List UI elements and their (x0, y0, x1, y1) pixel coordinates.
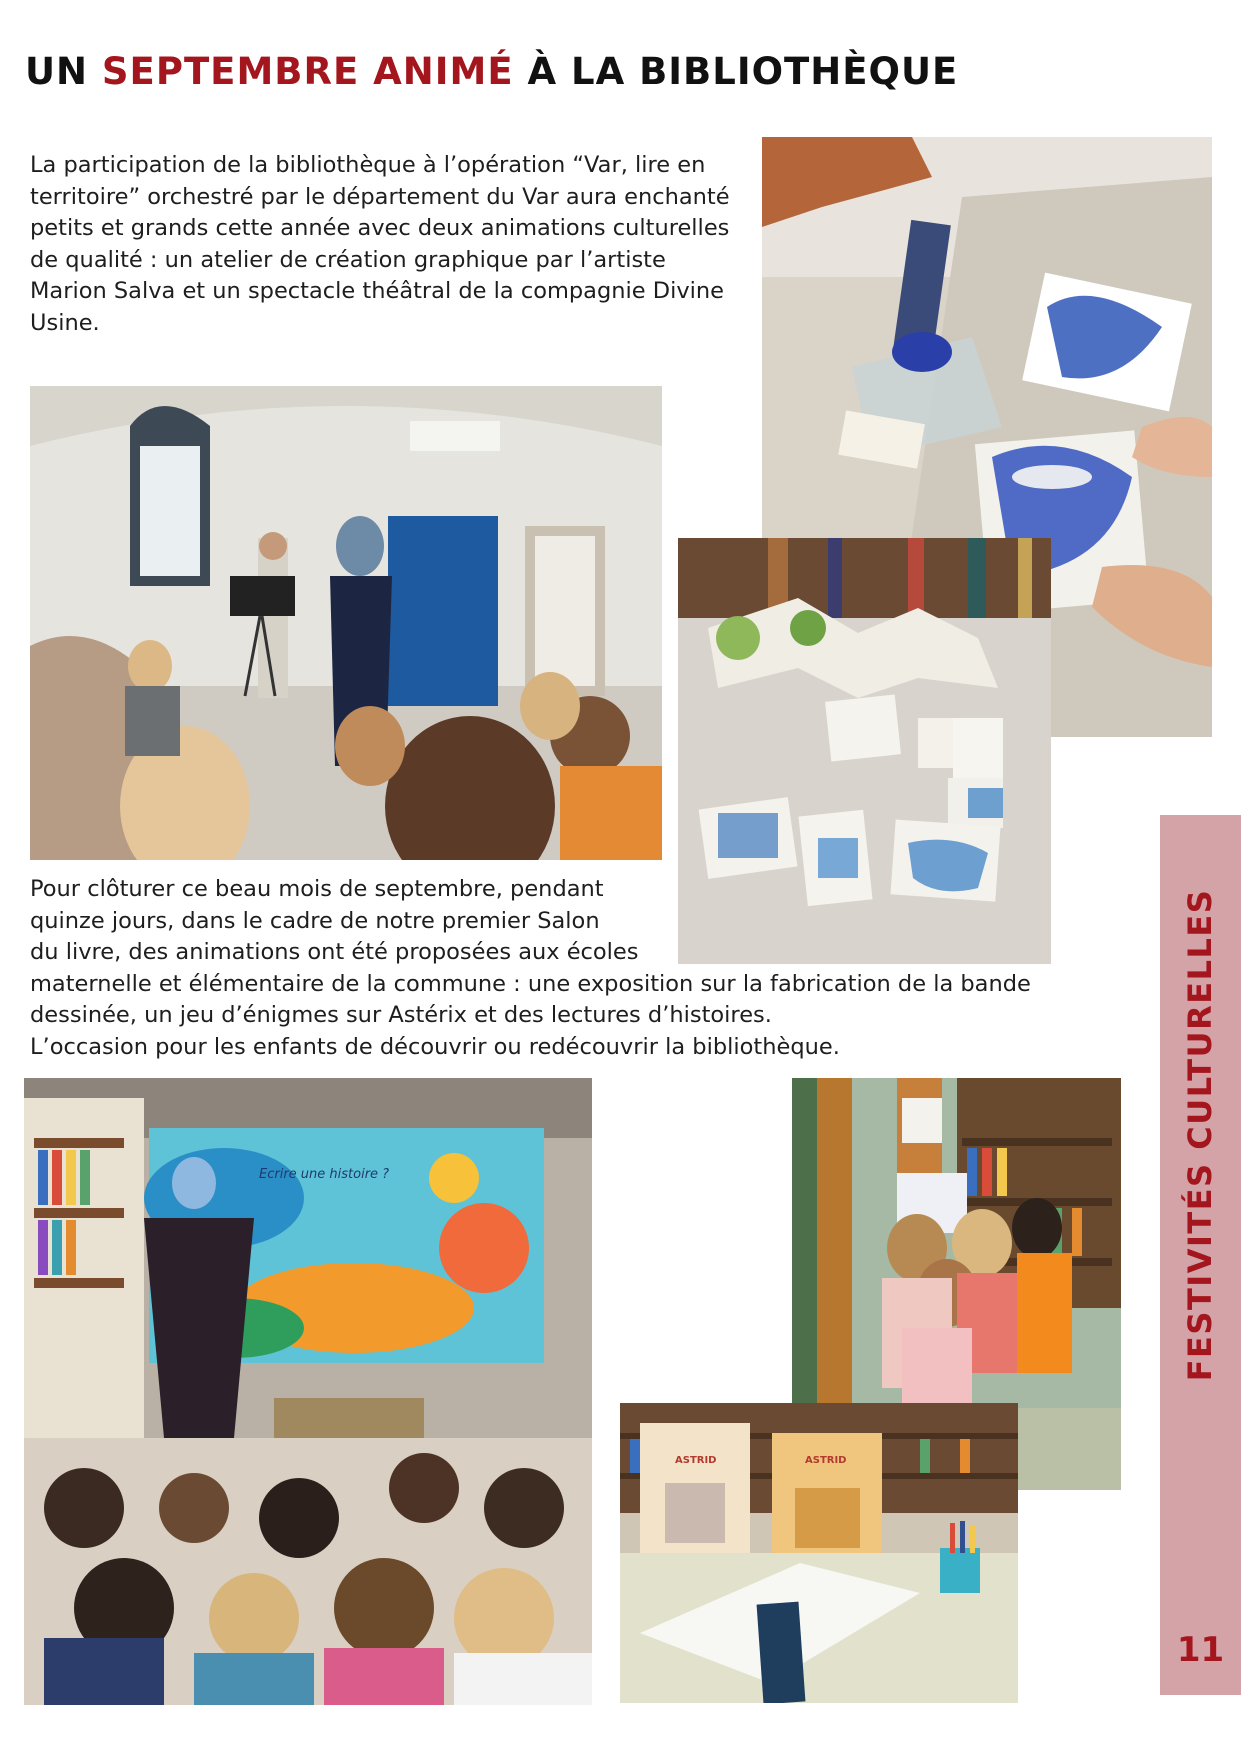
storytelling-projection-image (24, 1078, 592, 1705)
section-sidebar (1160, 815, 1241, 1695)
intro-paragraph: La participation de la bibliothèque à l’opération “Var, lire en territoire” orchestré par le département du Var aura enchanté petits et grands cette année avec deux animations culturelles de qualité : un atelier de création graphique par l’artiste Marion Salva et un spectacle théâtral de la compagnie Divine Usine. (30, 152, 730, 336)
closing-line-6: L’occasion pour les enfants de découvrir ou redécouvrir la bibliothèque. (30, 1033, 840, 1060)
theatre-show-photo (30, 386, 662, 860)
projected-caption: Ecrire une histoire ? (259, 1167, 390, 1182)
comic-display-image (620, 1403, 1018, 1703)
closing-line-1: Pour clôturer ce beau mois de septembre, pendant (30, 876, 604, 902)
storytelling-projection-photo (24, 1078, 592, 1705)
closing-line-5: dessinée, un jeu d’énigmes sur Astérix et des lectures d’histoires. (30, 1002, 772, 1028)
book-cover-title-2: ASTRID (805, 1455, 847, 1466)
closing-paragraph (30, 874, 1040, 1063)
page-title (25, 50, 958, 93)
title-part-2: À LA BIBLIOTHÈQUE (513, 50, 959, 93)
closing-line-2: quinze jours, dans le cadre de notre premier Salon (30, 907, 600, 934)
book-cover-title-1: ASTRID (675, 1455, 717, 1466)
comic-display-photo (620, 1403, 1018, 1703)
theatre-show-image (30, 386, 662, 860)
title-accent: SEPTEMBRE ANIMÉ (101, 50, 514, 93)
page-number: 11 (1176, 1630, 1225, 1670)
closing-line-3: du livre, des animations ont été proposées aux écoles (30, 939, 639, 965)
closing-line-4: maternelle et élémentaire de la commune : une exposition sur la fabrication de la bande (30, 970, 1031, 997)
title-part-1: UN (25, 50, 102, 93)
section-label: FESTIVITÉS CULTURELLES (1181, 888, 1219, 1382)
